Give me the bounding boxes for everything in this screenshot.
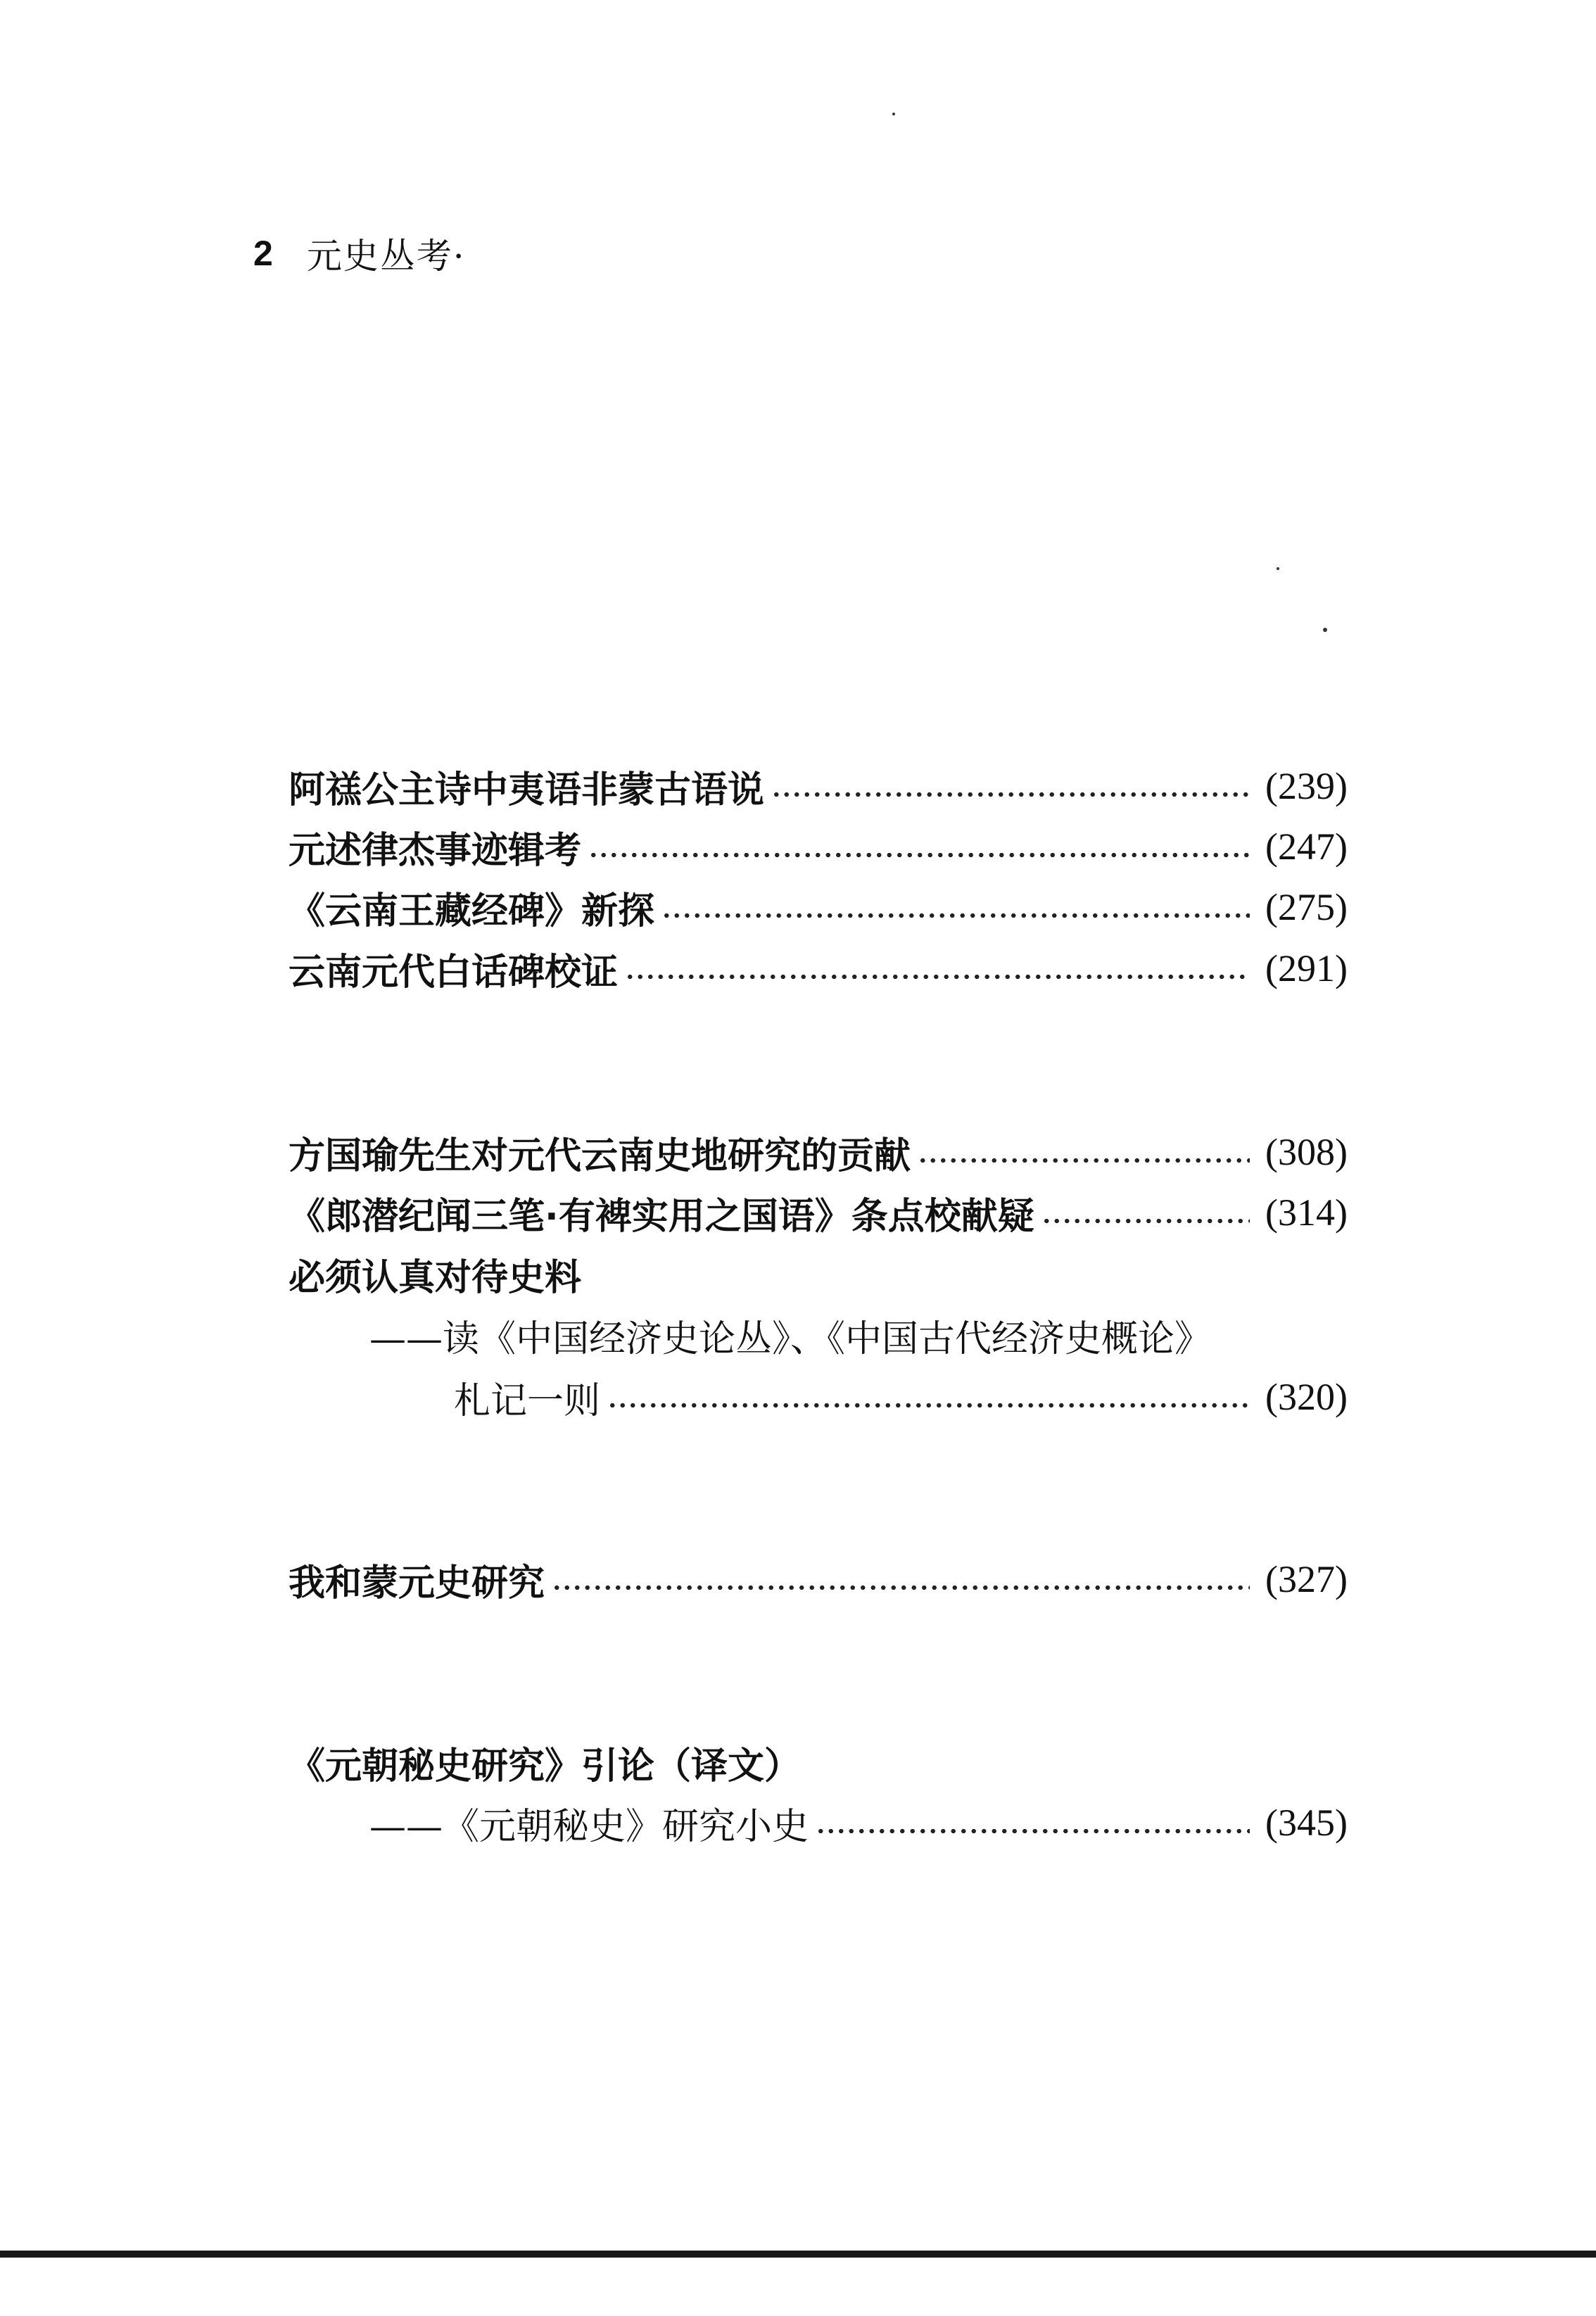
- toc-entry-title: 方国瑜先生对元代云南史地研究的贡献: [289, 1134, 911, 1177]
- toc-entry: [289, 1734, 1348, 1790]
- toc-subtitle-text: ——读《中国经济史论丛》、《中国古代经济史概论》: [369, 1317, 1212, 1360]
- toc-entry-page: (247): [1265, 825, 1348, 868]
- toc-entry-title: 阿禚公主诗中夷语非蒙古语说: [289, 768, 765, 811]
- dot-leader: [588, 852, 1250, 858]
- toc-entry: [289, 879, 1348, 935]
- toc-entry-page: (345): [1265, 1802, 1348, 1844]
- scan-speck: [1323, 628, 1327, 632]
- toc-entry-page: (327): [1265, 1558, 1348, 1600]
- toc-entry-title: 必须认真对待史料: [289, 1256, 582, 1299]
- dot-leader: [625, 974, 1250, 980]
- dot-leader: [661, 913, 1250, 918]
- running-header: [253, 227, 466, 280]
- toc-entry-page: (314): [1265, 1191, 1348, 1234]
- toc-entry-title: 《郎潜纪闻三笔·有裨实用之国语》条点校献疑: [289, 1195, 1034, 1238]
- page-number: 2: [253, 234, 273, 273]
- toc-entry: [289, 1551, 1348, 1607]
- toc-subtitle-text: ——《元朝秘史》研究小史: [369, 1805, 809, 1848]
- toc-entry: [289, 1184, 1348, 1241]
- toc-entry-page: (239): [1265, 765, 1348, 807]
- toc-entry: [289, 758, 1348, 814]
- toc-entry-title: 元述律杰事迹辑考: [289, 829, 582, 872]
- toc-entry-page: (320): [1265, 1376, 1348, 1418]
- toc-subtitle: [369, 1795, 1348, 1851]
- toc-entry-title: 札记一则: [454, 1379, 601, 1422]
- toc-entry-page: (308): [1265, 1131, 1348, 1173]
- toc-entry-title: 我和蒙元史研究: [289, 1562, 545, 1605]
- toc-entry-title: 云南元代白话碑校证: [289, 951, 619, 994]
- bottom-rule: [0, 2251, 1596, 2258]
- toc-entry: [289, 818, 1348, 875]
- toc-entry: [289, 1246, 1348, 1302]
- dot-leader: [816, 1828, 1250, 1834]
- dot-leader: [771, 792, 1250, 797]
- dot-leader: [552, 1585, 1250, 1590]
- running-title: 元史丛考·: [306, 236, 466, 277]
- dot-leader: [607, 1403, 1250, 1408]
- toc-entry-title: 《云南王藏经碑》新探: [289, 890, 655, 932]
- dot-leader: [1041, 1218, 1250, 1224]
- dot-leader: [918, 1158, 1250, 1163]
- toc-entry: [289, 940, 1348, 996]
- toc-subtitle: [369, 1307, 1348, 1363]
- toc-entry-page: (291): [1265, 947, 1348, 989]
- toc-entry-page: (275): [1265, 886, 1348, 928]
- toc-entry-title: 《元朝秘史研究》引论（译文）: [289, 1745, 802, 1787]
- toc-entry-continuation: [454, 1369, 1348, 1425]
- toc-entry: [289, 1124, 1348, 1180]
- scan-speck: [892, 113, 895, 115]
- scan-speck: [1277, 567, 1279, 570]
